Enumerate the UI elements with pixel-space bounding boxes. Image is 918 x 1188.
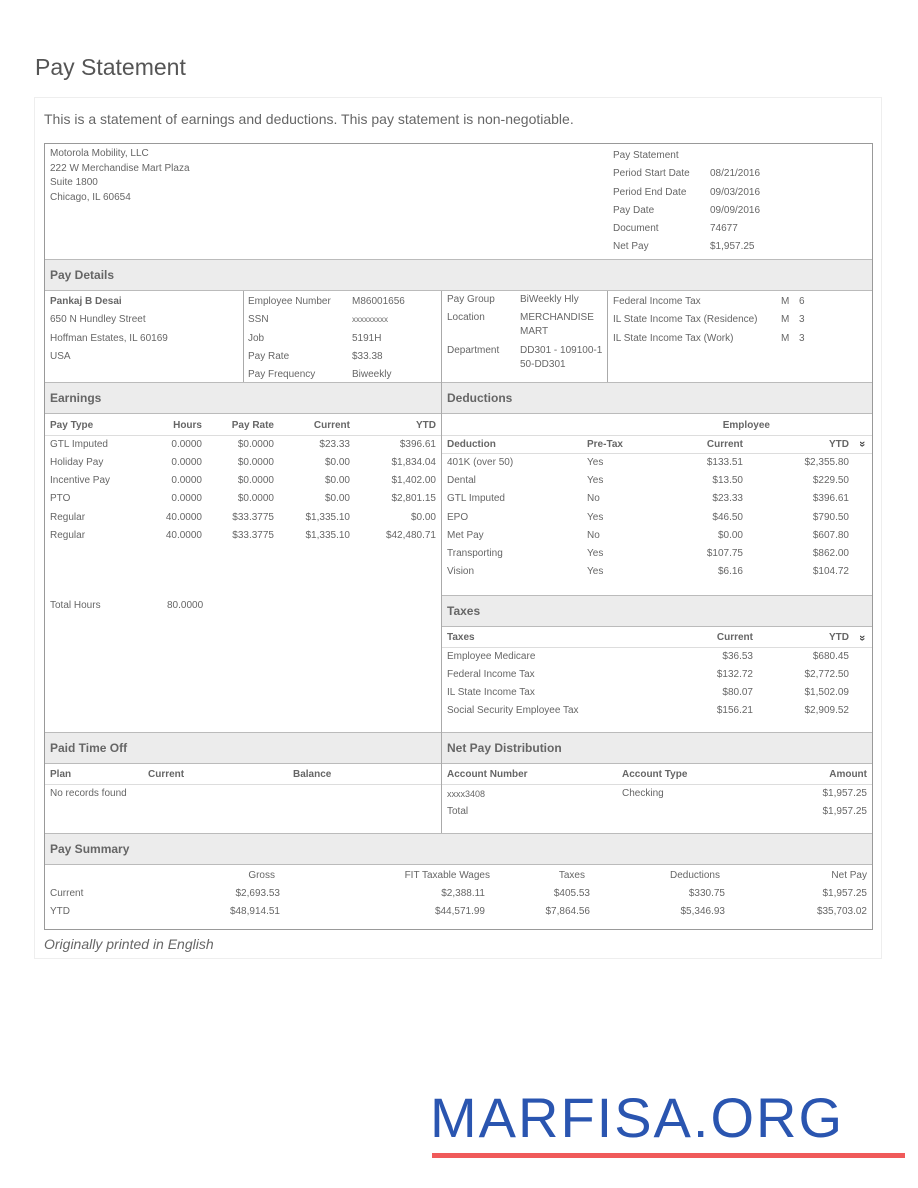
company-address [50, 147, 190, 205]
table-row [442, 702, 872, 720]
employee-name: Pankaj B Desai [50, 296, 122, 307]
col-blank [45, 866, 145, 884]
employee-address [50, 293, 168, 366]
pay-statement-panel [34, 97, 882, 959]
col-balance: Balance [293, 769, 332, 781]
total-row [442, 802, 872, 820]
cell: PTO [50, 493, 71, 505]
tax-status-info [613, 293, 805, 348]
info-row [248, 293, 405, 311]
cell: $2,693.53 [235, 887, 280, 899]
table-row [442, 453, 872, 471]
cell: $7,864.56 [545, 905, 590, 917]
table-row [442, 563, 872, 581]
tax-status-row [613, 311, 805, 329]
col-pre-tax: Pre-Tax [587, 438, 623, 450]
divider [607, 291, 608, 382]
cell: Yes [587, 547, 604, 559]
cell: $680.45 [812, 651, 849, 663]
earnings-table [45, 417, 441, 544]
info-label: Pay Rate [248, 350, 290, 362]
cell: $862.00 [812, 547, 849, 559]
table-row [442, 490, 872, 508]
cell: 40.0000 [165, 529, 202, 541]
col-deduction: Deduction [447, 438, 496, 450]
account-number: xxxx3408 [447, 788, 486, 799]
group-label: Pay Group [447, 294, 495, 305]
cell: $0.0000 [237, 493, 274, 505]
info-label: Pay Frequency [248, 369, 316, 381]
cell: 0.0000 [171, 456, 202, 468]
table-row [45, 490, 441, 508]
col-current: Current [148, 769, 185, 781]
employee-address-line1: 650 N Hundley Street [50, 314, 146, 326]
col-account-type: Account Type [622, 769, 688, 781]
divider [243, 291, 244, 382]
cell: $46.50 [712, 511, 743, 523]
col-deductions: Deductions [669, 869, 720, 881]
paid-time-off-header: Paid Time Off [45, 732, 441, 764]
empty-row [45, 784, 441, 802]
table-row [442, 647, 872, 665]
cell: $0.00 [410, 511, 436, 523]
watermark-logo: MARFISA.ORG [430, 1086, 845, 1149]
earnings-header: Earnings [45, 382, 441, 414]
pay-summary-table [45, 866, 872, 921]
statement-info [613, 147, 863, 257]
info-label: SSN [248, 314, 269, 326]
col-pay-type: Pay Type [50, 420, 94, 432]
net-pay-distribution-header: Net Pay Distribution [442, 732, 872, 764]
cell: Incentive Pay [50, 475, 111, 487]
group-label: Location [447, 312, 485, 323]
cell: $1,335.10 [305, 511, 350, 523]
cell: Yes [587, 566, 604, 578]
document-number: 74677 [710, 223, 738, 235]
cell: $6.16 [717, 566, 743, 578]
statement-row [613, 238, 863, 256]
col-fit-taxable-wages: FIT Taxable Wages [404, 869, 490, 881]
cell: 40.0000 [165, 511, 202, 523]
cell: $48,914.51 [229, 905, 280, 917]
info-label: Job [248, 332, 265, 344]
cell: GTL Imputed [50, 439, 108, 451]
col-plan: Plan [50, 769, 72, 781]
table-row [442, 526, 872, 544]
total-label: Total [447, 805, 469, 817]
table-row [45, 453, 441, 471]
notice-text: This is a statement of earnings and deductions. This pay statement is non-negotiable. [44, 111, 574, 127]
col-current: Current [706, 438, 743, 450]
employee-info [248, 293, 405, 384]
info-label: Employee Number [248, 296, 331, 307]
cell: $13.50 [712, 475, 743, 487]
cell: $42,480.71 [385, 529, 436, 541]
cell: $0.0000 [237, 439, 274, 451]
amount: $1,957.25 [822, 788, 867, 800]
cell: GTL Imputed [447, 493, 505, 505]
table-row [442, 684, 872, 702]
tax-status-row [613, 293, 805, 311]
cell: Social Security Employee Tax [447, 705, 579, 717]
statement-label: Net Pay [613, 241, 649, 253]
group-row [447, 344, 607, 372]
total-hours-row [50, 600, 203, 611]
cell: $790.50 [812, 511, 849, 523]
deductions-header-row [442, 435, 872, 453]
table-row [45, 472, 441, 490]
total-value: $1,957.25 [822, 805, 867, 817]
filing-status: M [781, 332, 790, 344]
allowances: 3 [799, 332, 805, 344]
company-address-line2: Suite 1800 [50, 177, 98, 188]
cell: $35,703.02 [816, 905, 867, 917]
cell: $1,957.25 [822, 887, 867, 899]
cell: Yes [587, 511, 604, 523]
cell: $0.0000 [237, 475, 274, 487]
pay-rate-value: $33.38 [352, 350, 383, 362]
deductions-header: Deductions [442, 382, 872, 414]
cell: $1,402.00 [391, 475, 436, 487]
statement-label: Document [613, 223, 659, 235]
col-ytd: YTD [416, 420, 436, 432]
statement-label: Pay Date [613, 204, 655, 216]
cell: Yes [587, 475, 604, 487]
info-row [248, 348, 405, 366]
tax-status-label: IL State Income Tax (Residence) [613, 314, 758, 326]
table-row [442, 665, 872, 683]
group-row [447, 311, 607, 339]
cell: Dental [447, 475, 476, 487]
double-chevron-down-icon: » [856, 441, 869, 448]
cell: Current [50, 887, 84, 899]
cell: 401K (over 50) [447, 457, 514, 469]
col-gross: Gross [248, 869, 275, 881]
cell: $23.33 [712, 493, 743, 505]
tax-status-label: Federal Income Tax [613, 296, 701, 307]
cell: 0.0000 [171, 475, 202, 487]
statement-row [613, 165, 863, 183]
cell: $0.00 [324, 456, 350, 468]
cell: No [587, 493, 600, 505]
cell: IL State Income Tax [447, 687, 535, 699]
col-current: Current [716, 632, 753, 644]
employee-number: M86001656 [352, 296, 405, 307]
employee-country: USA [50, 350, 71, 362]
statement-info-title: Pay Statement [613, 150, 679, 161]
summary-row-current [45, 884, 872, 902]
cell: Yes [587, 457, 604, 469]
cell: $0.00 [324, 493, 350, 505]
allowances: 6 [799, 296, 805, 307]
cell: $0.00 [324, 475, 350, 487]
cell: $36.53 [722, 651, 753, 663]
cell: Met Pay [447, 529, 484, 541]
location-value: MERCHANDISE MART [520, 312, 594, 337]
no-records-text: No records found [50, 788, 127, 800]
cell: $5,346.93 [680, 905, 725, 917]
cell: $80.07 [722, 687, 753, 699]
employee-city: Hoffman Estates, IL 60169 [50, 332, 168, 344]
company-address-line1: 222 W Merchandise Mart Plaza [50, 162, 190, 174]
col-ytd: YTD [829, 438, 849, 450]
cell: YTD [50, 905, 70, 917]
tax-status-label: IL State Income Tax (Work) [613, 332, 734, 344]
watermark-underline [432, 1153, 905, 1158]
tax-status-row [613, 330, 805, 348]
department-value: DD301 - 109100-150-DD301 [520, 345, 603, 370]
col-amount: Amount [829, 769, 867, 781]
table-row [442, 508, 872, 526]
deductions-expand-button[interactable] [854, 435, 872, 453]
cell: $2,355.80 [804, 457, 849, 469]
cell: $1,834.04 [391, 456, 436, 468]
cell: $33.3775 [232, 529, 274, 541]
statement-row [613, 220, 863, 238]
table-row [45, 526, 441, 544]
job-value: 5191H [352, 332, 382, 344]
cell: $2,772.50 [804, 668, 849, 680]
account-type: Checking [622, 788, 664, 800]
statement-row [613, 202, 863, 220]
taxes-table [442, 629, 872, 720]
company-city: Chicago, IL 60654 [50, 191, 131, 203]
info-row [248, 330, 405, 348]
col-hours: Hours [173, 420, 202, 432]
period-start-date: 08/21/2016 [710, 168, 761, 180]
col-taxes: Taxes [447, 632, 475, 644]
cell: 0.0000 [171, 493, 202, 505]
taxes-header-row [442, 629, 872, 647]
cell: $0.00 [717, 529, 743, 541]
pay-frequency-value: Biweekly [352, 369, 392, 381]
cell: Transporting [447, 547, 503, 559]
earnings-header-row [45, 417, 441, 435]
employee-group-header: Employee [722, 420, 770, 432]
statement-label: Period Start Date [613, 168, 690, 180]
npd-header-row [442, 766, 872, 784]
cell: $229.50 [812, 475, 849, 487]
cell: $156.21 [716, 705, 753, 717]
divider [441, 291, 442, 382]
info-row [248, 311, 405, 329]
period-end-date: 09/03/2016 [710, 186, 761, 198]
allowances: 3 [799, 314, 805, 326]
cell: Federal Income Tax [447, 668, 535, 680]
table-row [45, 508, 441, 526]
cell: $0.0000 [237, 456, 274, 468]
double-chevron-down-icon: » [856, 634, 869, 641]
net-pay-distribution-table [442, 766, 872, 821]
filing-status: M [781, 314, 790, 326]
cell: Vision [447, 566, 475, 578]
table-row [442, 784, 872, 802]
paid-time-off-table [45, 766, 441, 802]
cell: No [587, 529, 600, 541]
cell: $33.3775 [232, 511, 274, 523]
table-row [442, 472, 872, 490]
net-pay-value: $1,957.25 [710, 241, 755, 253]
cell: $396.61 [399, 439, 436, 451]
pay-details-header: Pay Details [45, 259, 872, 291]
cell: Holiday Pay [50, 456, 104, 468]
ssn-value: xxxxxxxxx [352, 315, 388, 325]
table-row [442, 544, 872, 562]
pay-group-info [447, 293, 607, 372]
cell: $2,801.15 [391, 493, 436, 505]
pay-group-value: BiWeekly Hly [520, 294, 579, 305]
table-row [45, 435, 441, 453]
cell: $405.53 [553, 887, 590, 899]
cell: $133.51 [706, 457, 743, 469]
col-net-pay: Net Pay [831, 869, 867, 881]
cell: $104.72 [812, 566, 849, 578]
cell: $330.75 [688, 887, 725, 899]
col-ytd: YTD [829, 632, 849, 644]
cell: $607.80 [812, 529, 849, 541]
group-row [447, 293, 607, 307]
taxes-header: Taxes [442, 595, 872, 627]
cell: Regular [50, 529, 86, 541]
cell: EPO [447, 511, 469, 523]
deductions-table [442, 417, 872, 581]
total-hours-value: 80.0000 [167, 600, 204, 611]
cell: $2,388.11 [441, 887, 485, 899]
filing-status: M [781, 296, 790, 307]
cell: Employee Medicare [447, 651, 536, 663]
col-account-number: Account Number [447, 769, 528, 781]
cell: $1,335.10 [305, 529, 350, 541]
summary-row-ytd [45, 902, 872, 920]
group-label: Department [447, 345, 500, 356]
col-taxes: Taxes [558, 869, 585, 881]
statement-label: Period End Date [613, 186, 687, 198]
cell: $44,571.99 [434, 905, 485, 917]
pay-statement-document [44, 143, 873, 930]
page-title: Pay Statement [35, 54, 186, 80]
cell: 0.0000 [171, 439, 202, 451]
pay-summary-header: Pay Summary [45, 833, 872, 865]
taxes-expand-button[interactable] [854, 629, 872, 647]
cell: Regular [50, 511, 86, 523]
col-pay-rate: Pay Rate [231, 420, 274, 432]
cell: $107.75 [706, 547, 743, 559]
total-hours-label: Total Hours [50, 600, 101, 611]
statement-row [613, 184, 863, 202]
summary-header-row [45, 866, 872, 884]
deductions-group-row [442, 417, 872, 435]
cell: $1,502.09 [804, 687, 849, 699]
cell: $23.33 [319, 439, 350, 451]
cell: $2,909.52 [804, 705, 849, 717]
pay-date: 09/09/2016 [710, 204, 761, 216]
footer-note: Originally printed in English [44, 936, 214, 952]
cell: $132.72 [716, 668, 753, 680]
col-current: Current [313, 420, 350, 432]
company-name: Motorola Mobility, LLC [50, 148, 149, 159]
pto-header-row [45, 766, 441, 784]
cell: $396.61 [812, 493, 849, 505]
